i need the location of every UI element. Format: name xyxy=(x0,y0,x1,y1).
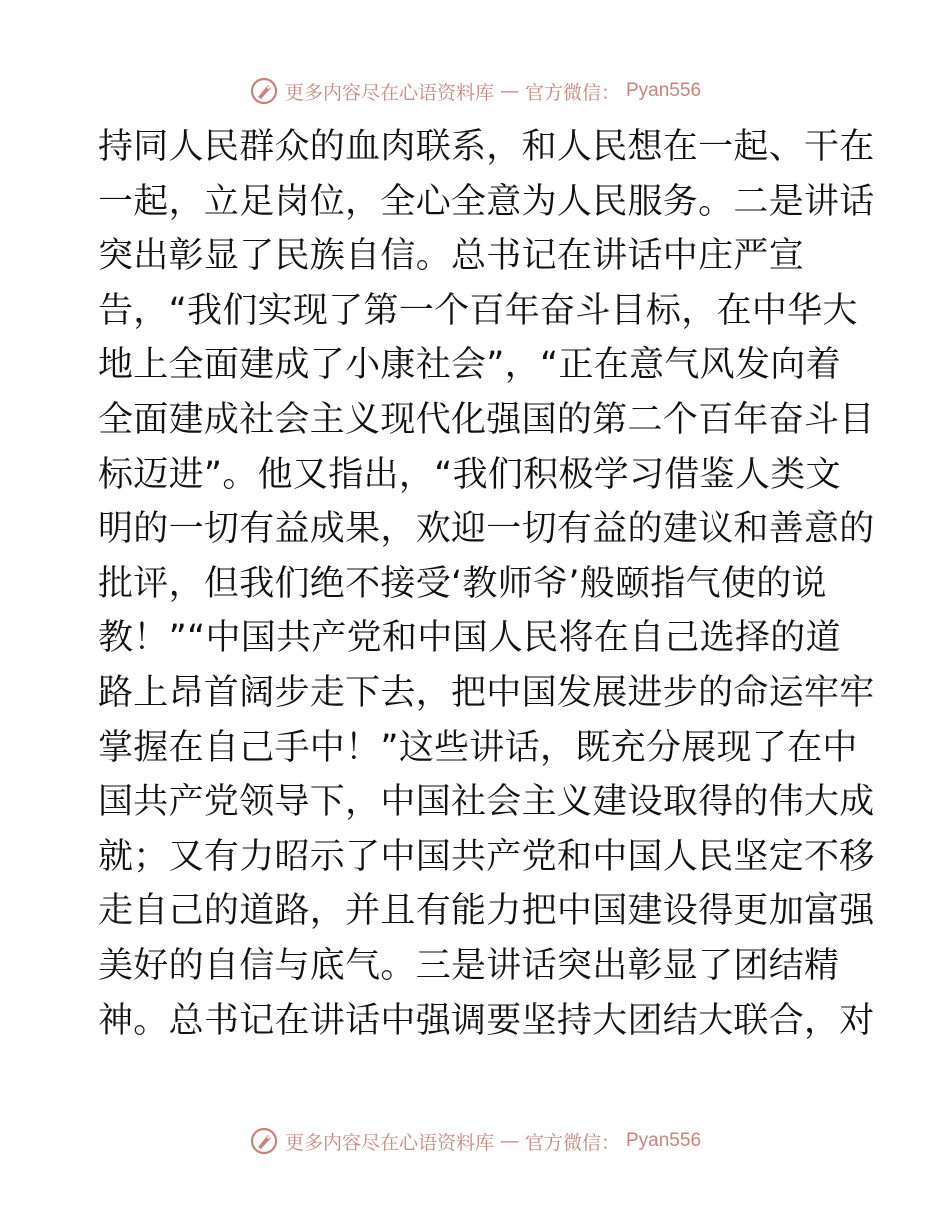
pen-nib-logo-icon xyxy=(249,76,279,106)
body-line: 明的一切有益成果，欢迎一切有益的建议和善意的 xyxy=(98,509,875,550)
body-line: 告，“我们实现了第一个百年奋斗目标，在中华大 xyxy=(98,290,858,331)
document-body xyxy=(98,120,875,1048)
body-line: 地上全面建成了小康社会”，“正在意气风发向着 xyxy=(98,345,841,386)
body-line: 教！”“中国共产党和中国人民将在自己选择的道 xyxy=(98,618,841,659)
watermark-official-label: 官方微信： xyxy=(524,81,620,104)
body-line: 持同人民群众的血肉联系，和人民想在一起、干在 xyxy=(98,127,875,167)
footer-watermark xyxy=(0,1124,950,1158)
body-line: 就；又有力昭示了中国共产党和中国人民坚定不移 xyxy=(98,836,875,877)
watermark-wechat-id: Pyan556 xyxy=(626,80,702,101)
body-line: 神。总书记在讲话中强调要坚持大团结大联合，对 xyxy=(98,1000,875,1041)
body-line: 走自己的道路，并且有能力把中国建设得更加富强 xyxy=(98,891,875,932)
watermark-site-text: 更多内容尽在心语资料库 xyxy=(284,81,494,104)
watermark-official-label: 官方微信： xyxy=(524,1131,620,1154)
watermark-separator: — xyxy=(499,80,519,102)
body-line: 路上昂首阔步走下去，把中国发展进步的命运牢牢 xyxy=(98,672,875,713)
body-line: 美好的自信与底气。三是讲话突出彰显了团结精 xyxy=(98,945,840,986)
watermark-separator: — xyxy=(499,1130,519,1152)
watermark-wechat-id: Pyan556 xyxy=(626,1130,702,1151)
body-line: 批评，但我们绝不接受‘教师爷’般颐指气使的说 xyxy=(98,563,827,604)
pen-nib-logo-icon xyxy=(249,1126,279,1156)
body-line: 掌握在自己手中！”这些讲话，既充分展现了在中 xyxy=(98,727,858,768)
body-line: 一起，立足岗位，全心全意为人民服务。二是讲话 xyxy=(98,181,875,222)
watermark-site-text: 更多内容尽在心语资料库 xyxy=(284,1131,494,1154)
header-watermark xyxy=(0,74,950,108)
body-line: 国共产党领导下，中国社会主义建设取得的伟大成 xyxy=(98,782,875,823)
body-line: 全面建成社会主义现代化强国的第二个百年奋斗目 xyxy=(98,399,875,440)
body-line: 突出彰显了民族自信。总书记在讲话中庄严宣 xyxy=(98,236,805,277)
body-line: 标迈进”。他又指出，“我们积极学习借鉴人类文 xyxy=(98,454,841,495)
